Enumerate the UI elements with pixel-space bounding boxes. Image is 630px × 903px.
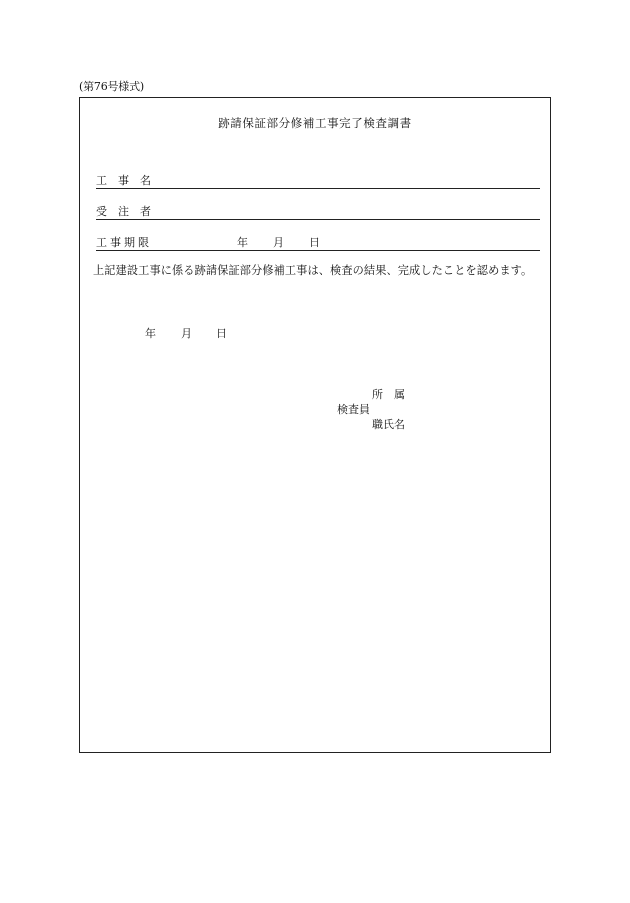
date-month-label: 月 xyxy=(181,327,192,340)
date-day-label: 日 xyxy=(216,327,227,340)
completion-statement: 上記建設工事に係る跡請保証部分修補工事は、検査の結果、完成したことを認めます。 xyxy=(93,264,533,277)
form-number-label: (第76号様式) xyxy=(79,80,144,93)
construction-name-field[interactable] xyxy=(96,172,540,189)
period-year-label: 年 xyxy=(237,236,248,249)
period-month-label: 月 xyxy=(273,236,284,249)
contractor-field[interactable] xyxy=(96,203,540,220)
document-frame xyxy=(79,97,551,753)
period-day-label: 日 xyxy=(309,236,320,249)
date-year-label: 年 xyxy=(145,327,156,340)
contractor-label: 受 注 者 xyxy=(96,205,151,218)
construction-period-label: 工事期限 xyxy=(96,236,152,249)
construction-name-label: 工 事 名 xyxy=(96,174,151,187)
affiliation-label: 所 属 xyxy=(372,388,405,401)
inspector-label: 検査員 xyxy=(337,403,370,416)
title-name-label: 職氏名 xyxy=(372,418,405,431)
construction-period-field[interactable] xyxy=(96,234,540,251)
document-title: 跡請保証部分修補工事完了検査調書 xyxy=(218,116,412,130)
